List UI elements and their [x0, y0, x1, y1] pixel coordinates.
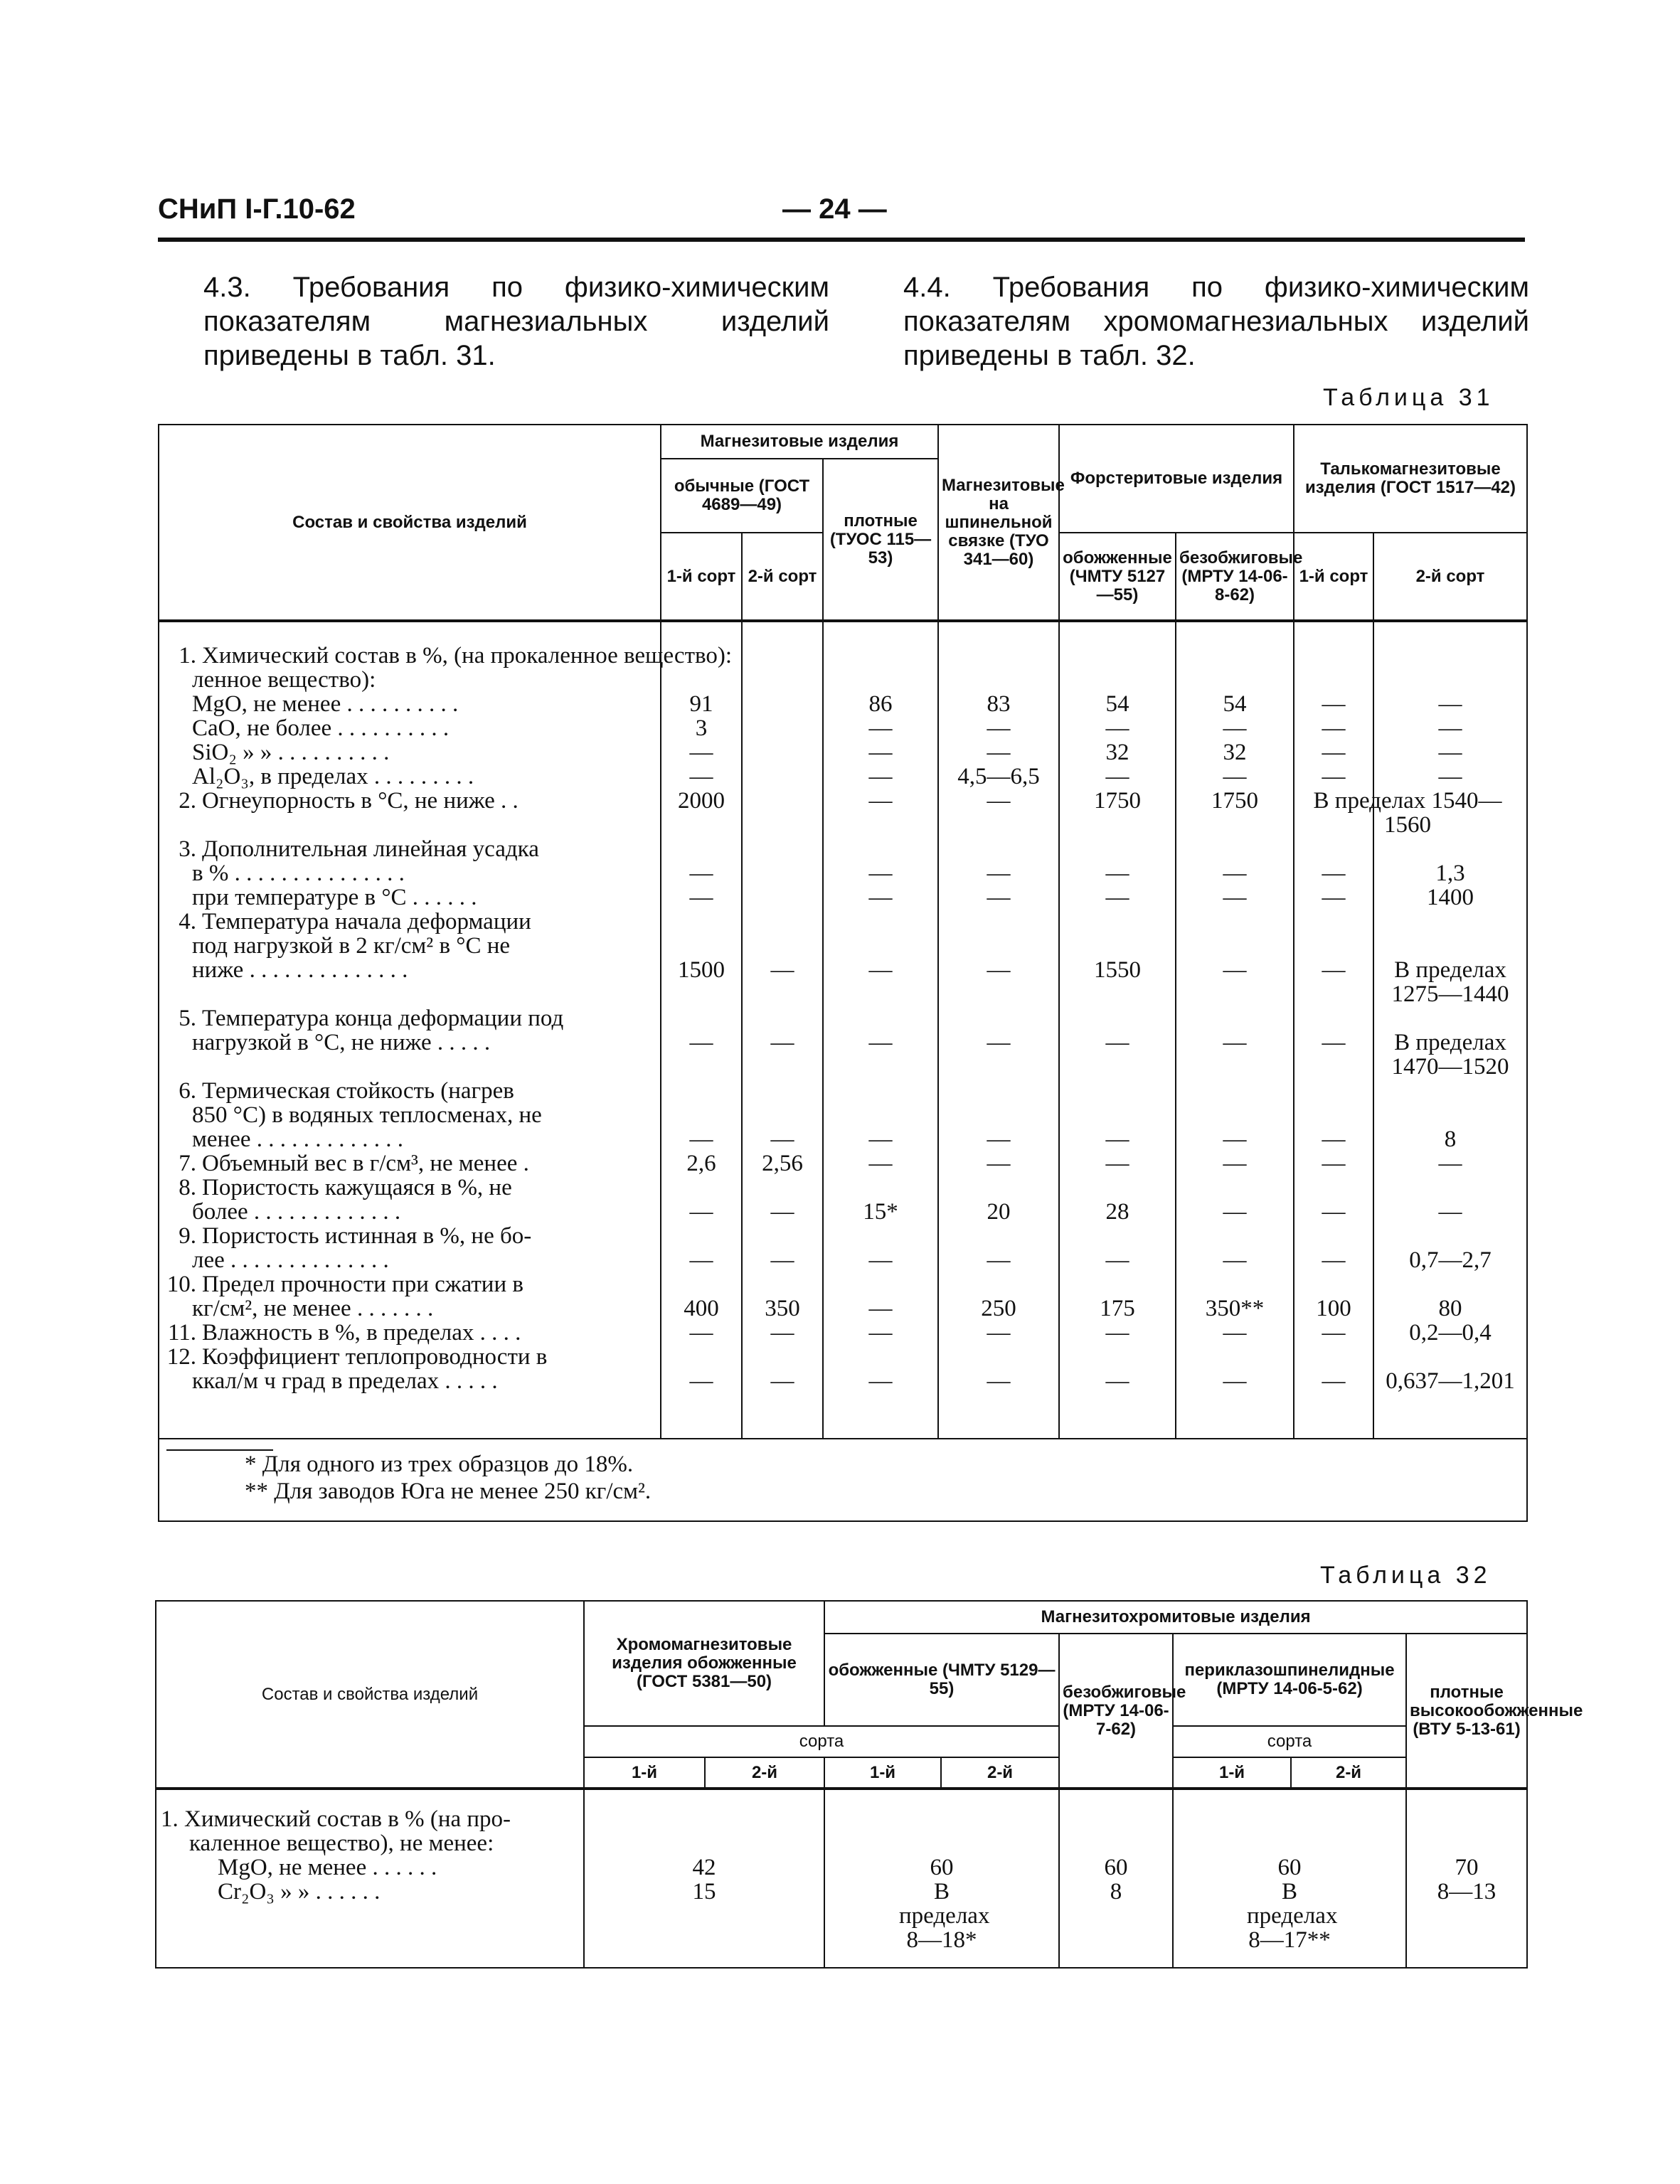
column-forsterite-unfired: 54 — 32 — 1750 — — — — — — — — 350** — —: [1176, 621, 1294, 1439]
row-label: 7. Объемный вес в г/см³, не менее .: [179, 1151, 529, 1176]
header-properties: Состав и свойства изделий: [159, 425, 661, 621]
header-magnesite: Магнезитовые изделия: [661, 425, 938, 459]
row-label: Al₂O₃, в пределах . . . . . . . . .: [192, 764, 474, 789]
header-sort-1: 1-й сорт: [661, 533, 742, 621]
table-31: [158, 424, 1528, 1522]
t32-properties: 1. Химический состав в % (на про- каленное вещество), не менее: MgO, не менее . . . . . . Cr₂O₃ » » . . . . . .: [156, 1789, 584, 1968]
t32-header-periclase-s1: 1-й: [1173, 1757, 1291, 1789]
t32-header-fired-s2: 2-й: [941, 1757, 1059, 1789]
row-label: MgO, не менее . . . . . . . . . .: [192, 691, 459, 717]
paragraph-4-4: 4.4. Требования по физико-химическим показателям хромомагнезиальных изделий приведены в табл. 32.: [903, 272, 1529, 371]
row-label: 1. Химический состав в %, (на прокаленное вещество):: [179, 643, 732, 668]
header-ordinary: обычные (ГОСТ 4689—49): [661, 459, 823, 533]
properties-column: 1. Химический состав в %, (на прокаленное вещество): ленное вещество): MgO, не менее . . . . . . . . . . CaO, не более . . . . . . . . . . SiO₂ » » . . . . . . . . . . Al₂O₃, в пределах . . . . . . . . . 2. Огнеупорность в °С, не ниже . . 3. Дополнительная линейная усадка в % . . . . . . . . . . . . . . . при температуре в °С . . . . . . 4. Температура начала деформации под нагрузкой в 2 кг/см² в °С не ниже . . . . . . . . . . . . . . 5. Температура конца деформации под нагрузкой в °С, не ниже . . . . . 6. Термическая стойкость (нагрев 850 °С) в водяных теплосменах, не менее . . . . . . . . . . . . . 7. Объемный вес в г/см³, не менее . 8. Пористость кажущаяся в %, не более . . . . . . . . . . . . . 9. Пористость истинная в %, не бо- лее . . . . . . . . . . . . . . 10. Предел прочности при сжатии в кг/см², не менее . . . . . . . 11. Влажность в %, в пределах . . . . 12. Коэффициент теплопроводности в ккал/м ч град в пределах . . . . .: [159, 621, 661, 1439]
table-32-caption: Таблица 32: [1320, 1562, 1492, 1589]
t32-header-fired-s1: 1-й: [824, 1757, 941, 1789]
t32-header-periclase: периклазошпинелидные (МРТУ 14-06-5-62): [1173, 1634, 1406, 1726]
header-talc-sort-2: 2-й сорт: [1373, 533, 1527, 621]
document-code: СНиП I-Г.10-62: [158, 193, 356, 225]
t32-column-periclase: 60 В пределах 8—17**: [1173, 1789, 1406, 1968]
t32-row-cr2o3: Cr₂O₃ » » . . . . . .: [218, 1879, 381, 1905]
header-talc: Талькомагнезитовые изделия (ГОСТ 1517—42): [1294, 425, 1527, 533]
column-ordinary-sort-1: 91 3 — — 2000 — — 1500 — — 2,6 — — 400 — —: [661, 621, 742, 1439]
row-label: при температуре в °С . . . . . .: [192, 885, 477, 910]
t32-header-fired: обожженные (ЧМТУ 5129—55): [824, 1634, 1059, 1726]
row-label: 3. Дополнительная линейная усадка: [179, 836, 539, 862]
column-talc-sort-1: — — — — — — — — — — — — 100 — —: [1294, 621, 1373, 1439]
header-forsterite-unfired: безобжиговые (МРТУ 14-06-8-62): [1176, 533, 1294, 621]
column-ordinary-sort-2: — — — 2,56 — — 350 — —: [742, 621, 823, 1439]
header-forsterite-fired: обожженные (ЧМТУ 5127—55): [1059, 533, 1176, 621]
t32-header-periclase-s2: 2-й: [1291, 1757, 1406, 1789]
row-label: 4. Температура начала деформации: [179, 909, 531, 934]
t32-row-mgo: MgO, не менее . . . . . .: [218, 1855, 437, 1880]
t32-column-chromomagnesite: 42 15: [584, 1789, 824, 1968]
row-label: 12. Коэффициент теплопроводности в: [166, 1344, 548, 1370]
t32-column-unfired: 60 8: [1059, 1789, 1173, 1968]
column-forsterite-fired: 54 — 32 — 1750 — — 1550 — — — 28 — 175 — —: [1059, 621, 1176, 1439]
t32-header-sorta: сорта: [584, 1726, 1059, 1757]
row-label: 5. Температура конца деформации под: [179, 1006, 564, 1031]
t32-header-sorta-periclase: сорта: [1173, 1726, 1406, 1757]
column-spinel: 83 — — 4,5—6,5 — — — — — — — 20 — 250 — —: [938, 621, 1059, 1439]
table-31-caption: Таблица 31: [1323, 384, 1494, 411]
row-label: ленное вещество):: [192, 667, 376, 693]
row-label: CaO, не более . . . . . . . . . .: [192, 715, 450, 741]
row-label: 8. Пористость кажущаяся в %, не: [179, 1175, 512, 1200]
header-spinel: Магнезитовые на шпинельной связке (ТУО 341—60): [938, 425, 1059, 621]
row-label: 9. Пористость истинная в %, не бо-: [179, 1223, 532, 1249]
header-sort-2: 2-й сорт: [742, 533, 823, 621]
t32-header-dense: плотные высокообожженные (ВТУ 5-13-61): [1406, 1634, 1527, 1789]
table-32: [155, 1600, 1583, 1969]
footnote-2: ** Для заводов Юга не менее 250 кг/см².: [245, 1479, 652, 1504]
paragraph-4-3: 4.3. Требования по физико-химическим показателям магнезиальных изделий приведены в табл. 31.: [203, 272, 829, 371]
column-talc-sort-2: — — — — В пределах 1540—1560 1,3 1400 В пределах 1275—1440 В пределах 1470—1520 8 — — 0,7—2,7 80 0,2—0,4 0,637—1,201: [1373, 621, 1527, 1439]
t32-header-magnesitochromite: Магнезитохромитовые изделия: [824, 1601, 1527, 1634]
t32-header-s2: 2-й: [705, 1757, 824, 1789]
row-label: SiO₂ » » . . . . . . . . . .: [192, 740, 390, 765]
talc-refractoriness: В пределах 1540—1560: [1313, 788, 1502, 838]
t32-column-fired: 60 В пределах 8—18*: [824, 1789, 1059, 1968]
t32-header-unfired: безобжиговые (МРТУ 14-06-7-62): [1059, 1634, 1173, 1789]
table-31-footnotes: [159, 1439, 1527, 1521]
column-dense: 86 — — — — — — — — — — 15* — — — —: [823, 621, 938, 1439]
header-forsterite: Форстеритовые изделия: [1059, 425, 1294, 533]
row-label: 10. Предел прочности при сжатии в: [166, 1272, 523, 1297]
page-number: — 24 —: [782, 193, 887, 225]
row-label: 6. Термическая стойкость (нагрев: [179, 1078, 514, 1104]
header-dense: плотные (ТУОС 115—53): [823, 459, 938, 621]
t32-column-dense: 70 8—13: [1406, 1789, 1527, 1968]
t32-header-properties: Состав и свойства изделий: [156, 1601, 584, 1789]
row-label: 11. Влажность в %, в пределах . . . .: [167, 1320, 521, 1346]
t32-header-chromomagnesite: Хромомагнезитовые изделия обожженные (ГОСТ 5381—50): [584, 1601, 824, 1726]
row-label: 2. Огнеупорность в °С, не ниже . .: [179, 788, 519, 814]
header-rule: [158, 238, 1525, 242]
t32-row-label: 1. Химический состав в % (на про-: [161, 1806, 511, 1832]
t32-header-s1: 1-й: [584, 1757, 705, 1789]
footnote-1: * Для одного из трех образцов до 18%.: [245, 1451, 634, 1477]
header-talc-sort-1: 1-й сорт: [1294, 533, 1373, 621]
